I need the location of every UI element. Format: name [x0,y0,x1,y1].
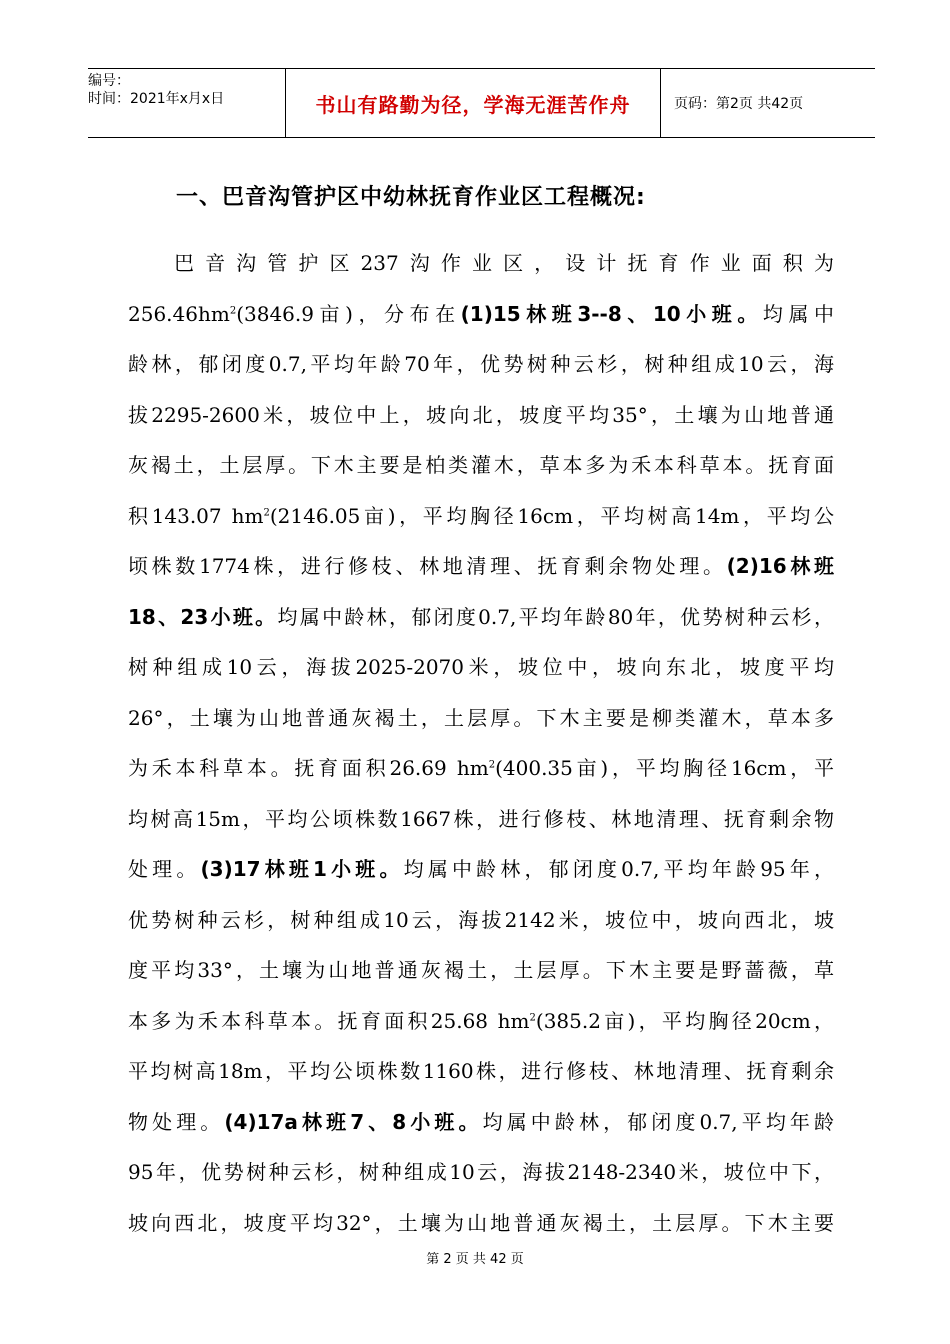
paragraph-line: $256.46hm^2(3846.9$亩)，分布在(1)15林班3--8、10小班。均属中 [128,301,835,326]
paragraph-line: 坡向西北，坡度平均32°，土壤为山地普通灰褐土，土层厚。下木主要 [128,1210,834,1235]
time-label: 时间：2021年x月x日 [88,91,225,107]
paragraph-line: 本多为禾本科草本。抚育面积25.68 $hm^2(385.2$亩)，平均胸径20cm， [128,1008,834,1033]
section-heading: 一、巴音沟管护区中幼林抚育作业区工程概况: [176,185,646,210]
paragraph-line: 平均树高18m，平均公顷株数1160株，进行修枝、林地清理、抚育剩余 [128,1059,834,1083]
paragraph-line: 均树高15m，平均公顷株数1667株，进行修枝、林地清理、抚育剩余物 [128,806,834,831]
paragraph-line: 度平均33°，土壤为山地普通灰褐土，土层厚。下木主要是野蔷薇，草 [128,958,834,982]
paragraph-line: 95年，优势树种云杉，树种组成10云，海拔2148-2340米，坡位中下， [128,1160,834,1184]
paragraph-line: 处理。(3)17林班1小班。均属中龄林，郁闭度0.7,平均年龄95年， [128,857,834,881]
paragraph-line: 积143.07 $hm^2(2146.05$亩)，平均胸径16cm，平均树高14m，平均公 [128,503,834,528]
paragraph-line: 巴音沟管护区237沟作业区，设计抚育作业面积为 [174,251,834,275]
paragraph-line: 树种组成10云，海拔2025-2070米，坡位中，坡向东北，坡度平均 [128,655,834,679]
header-page-info: 页码：第2页 共42页 [674,96,804,112]
header-slogan: 书山有路勤为径，学海无涯苦作舟 [286,69,661,137]
page-header [88,68,875,138]
paragraph-line: 龄林，郁闭度0.7,平均年龄70年，优势树种云杉，树种组成10云，海 [128,352,834,376]
paragraph-line: 为禾本科草本。抚育面积26.69 $hm^2(400.35$亩)，平均胸径16cm，平 [128,756,835,780]
paragraph-line: 18、23小班。均属中龄林，郁闭度0.7,平均年龄80年，优势树种云杉， [128,604,834,629]
paragraph-line: 物处理。(4)17a林班7、8小班。均属中龄林，郁闭度0.7,平均年龄 [128,1109,835,1134]
paragraph-line: 优势树种云杉，树种组成10云，海拔2142米，坡位中，坡向西北，坡 [128,907,834,932]
paragraph-line: 26°，土壤为山地普通灰褐土，土层厚。下木主要是柳类灌木，草本多 [128,705,834,730]
page-footer: 第 2 页 共 42 页 [426,1252,524,1267]
paragraph-line: 灰褐土，土层厚。下木主要是柏类灌木，草本多为禾本科草本。抚育面 [128,453,834,477]
number-label: 编号： [88,73,130,89]
header-meta [88,69,286,137]
body-text [128,238,834,1248]
paragraph-line: 顷株数1774株，进行修枝、林地清理、抚育剩余物处理。(2)16林班 [128,554,834,578]
paragraph-line: 拔2295-2600米，坡位中上，坡向北，坡度平均35°，土壤为山地普通 [128,402,834,427]
